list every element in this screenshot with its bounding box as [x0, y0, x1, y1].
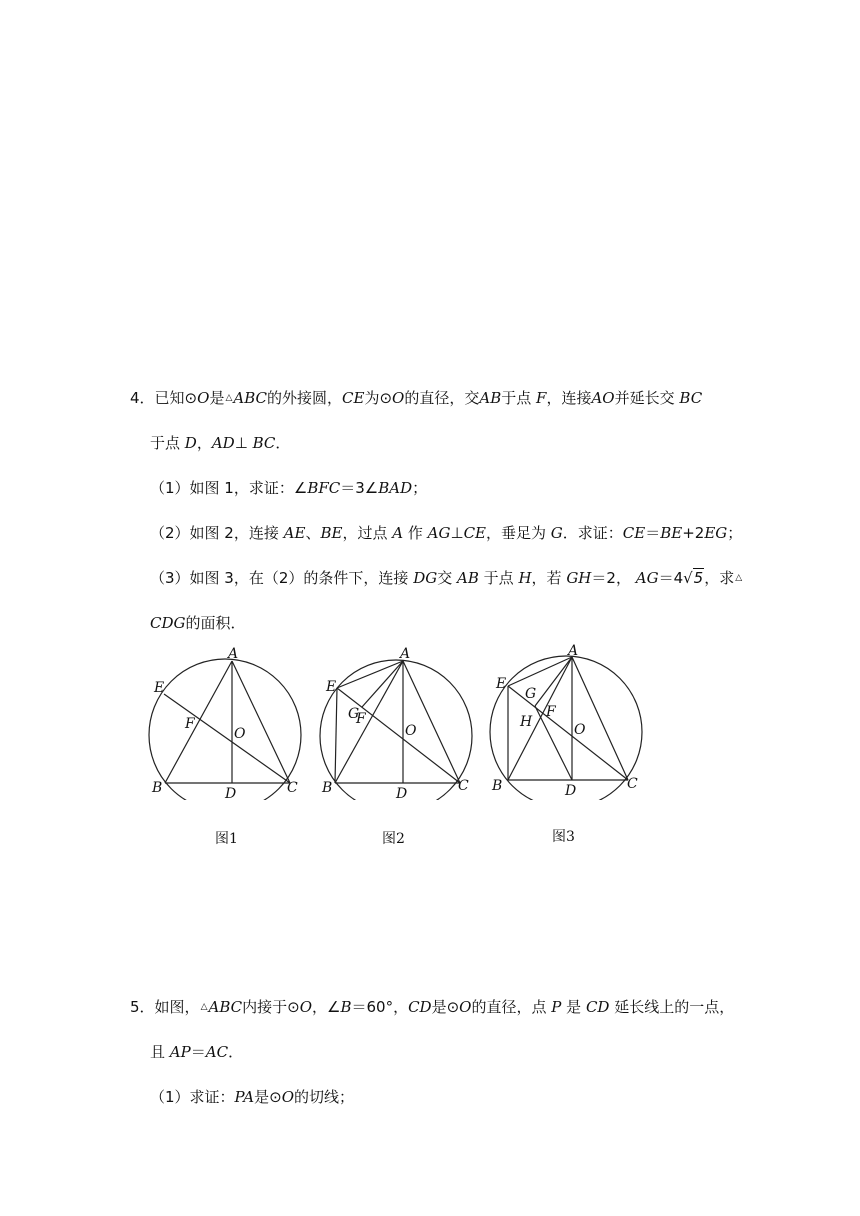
label-O: O [405, 723, 417, 739]
label-C: C [458, 778, 469, 794]
label-E: E [326, 679, 337, 695]
label-B: B [322, 780, 333, 796]
figure-2 [310, 640, 480, 847]
problem-number: 5． [130, 998, 155, 1016]
label-G: G [525, 686, 537, 702]
figure-1-diagram [140, 640, 310, 800]
label-C: C [627, 776, 638, 792]
label-G: G [348, 706, 360, 722]
label-A: A [568, 643, 579, 659]
problem5-line1: 5．如图，△ABC内接于⊙O，∠B＝60°，CD是⊙O的直径，点 P 是 CD 延长线上的一点， [130, 998, 735, 1016]
problem5-part1: （1）求证：PA是⊙O的切线； [150, 1088, 355, 1106]
problem-number: 4． [130, 389, 155, 407]
label-O: O [574, 722, 586, 738]
sqrt-five: √5 [683, 569, 704, 587]
figure-1-caption: 图1 [215, 831, 238, 847]
problem4-part2: （2）如图 2，连接 AE、BE，过点 A 作 AG⊥CE，垂足为 G．求证：CE＝BE+2EG； [150, 524, 743, 542]
problem4-part3-cont: CDG的面积． [150, 614, 246, 632]
label-D: D [396, 786, 408, 800]
label-B: B [152, 780, 163, 796]
label-F: F [356, 711, 366, 727]
problem5-line2: 且 AP＝AC． [150, 1043, 244, 1061]
label-E: E [496, 676, 507, 692]
label-A: A [228, 646, 239, 662]
figure-3-diagram [480, 640, 650, 800]
problem4-line2: 于点 D，AD⊥ BC． [150, 434, 291, 452]
label-H: H [520, 714, 533, 730]
label-D: D [565, 783, 577, 799]
figure-3-caption: 图3 [552, 829, 575, 845]
figure-2-caption: 图2 [382, 831, 405, 847]
problem4-part1: （1）如图 1，求证：∠BFC＝3∠BAD； [150, 479, 428, 497]
label-F: F [546, 704, 556, 720]
label-B: B [492, 778, 503, 794]
problem4-line1: 4．已知⊙O是△ABC的外接圆，CE为⊙O的直径，交AB于点 F，连接AO并延长交 BC [130, 389, 703, 407]
figure-3 [480, 640, 650, 845]
label-A: A [400, 646, 411, 662]
figure-1 [140, 640, 310, 847]
label-D: D [225, 786, 237, 800]
label-C: C [287, 780, 298, 796]
problem4-part3: （3）如图 3，在（2）的条件下，连接 DG交 AB 于点 H，若 GH＝2， AG＝4√5，求△ [150, 569, 743, 587]
label-E: E [154, 680, 165, 696]
label-O: O [234, 726, 246, 742]
figure-2-diagram [310, 640, 480, 800]
label-F: F [185, 716, 195, 732]
